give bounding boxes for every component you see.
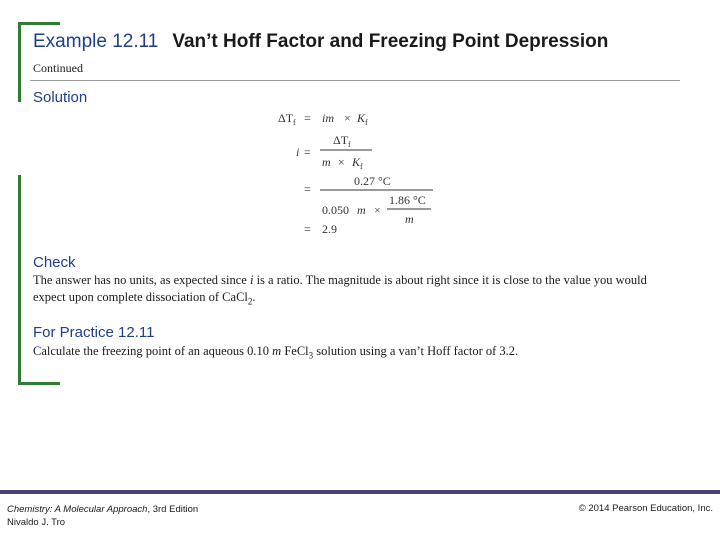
eq1-kf: $K_f$ bbox=[357, 111, 368, 127]
slide-bracket-bottom bbox=[18, 382, 60, 385]
eq4-equals: = bbox=[304, 222, 311, 236]
footer-bar bbox=[0, 490, 720, 494]
footer-citation bbox=[7, 503, 198, 529]
eq1-equals: = bbox=[304, 111, 311, 125]
eq4-result: 2.9 bbox=[322, 222, 337, 236]
eq1-im: im bbox=[322, 111, 334, 125]
eq1-lhs: $\Delta T_f$ bbox=[278, 111, 296, 127]
example-number: Example 12.11 bbox=[33, 31, 159, 52]
example-title: Van’t Hoff Factor and Freezing Point Depression bbox=[172, 31, 609, 52]
footer-book-title: Chemistry: A Molecular Approach bbox=[7, 504, 148, 515]
eq2-den-kf: $K_f$ bbox=[352, 155, 363, 171]
slide-bracket-top bbox=[18, 22, 60, 25]
eq2-lhs: i bbox=[296, 145, 300, 159]
practice-text: Calculate the freezing point of an aqueous 0.10 m FeCl$_3$ solution using a van’t Hoff factor of 3.2. bbox=[33, 344, 519, 361]
slide-title bbox=[33, 31, 608, 53]
eq2-equals: = bbox=[304, 145, 311, 159]
eq3-numerator: 0.27 °C bbox=[354, 174, 391, 188]
solution-heading: Solution bbox=[33, 89, 88, 106]
footer-edition: , 3rd Edition bbox=[147, 504, 199, 515]
eq2-den-times: × bbox=[338, 155, 345, 169]
slide-accent-bar bbox=[18, 175, 21, 385]
eq3-kf-unit: m bbox=[405, 212, 414, 226]
eq3-equals: = bbox=[304, 182, 311, 196]
eq3-den-times: × bbox=[374, 203, 381, 217]
header-divider bbox=[30, 80, 680, 81]
practice-heading: For Practice 12.11 bbox=[33, 324, 155, 341]
eq1-times: × bbox=[344, 111, 351, 125]
check-text: The answer has no units, as expected since i is a ratio. The magnitude is about right since it is close to the value you would expect upon complete dissociation of CaCl$_2$. bbox=[33, 273, 647, 307]
eq2-numerator: $\Delta T_f$ bbox=[333, 133, 351, 149]
solution-equations bbox=[270, 105, 460, 237]
eq2-den-m: m bbox=[322, 155, 331, 169]
eq3-den-value: 0.050 bbox=[322, 203, 349, 217]
continued-label: Continued bbox=[33, 61, 83, 75]
eq3-den-unit: m bbox=[357, 203, 366, 217]
footer-author: Nivaldo J. Tro bbox=[7, 517, 66, 528]
check-heading: Check bbox=[33, 254, 76, 271]
eq3-kf-value: 1.86 °C bbox=[389, 193, 426, 207]
footer-copyright: © 2014 Pearson Education, Inc. bbox=[578, 503, 713, 514]
slide-bracket-left bbox=[18, 22, 21, 102]
